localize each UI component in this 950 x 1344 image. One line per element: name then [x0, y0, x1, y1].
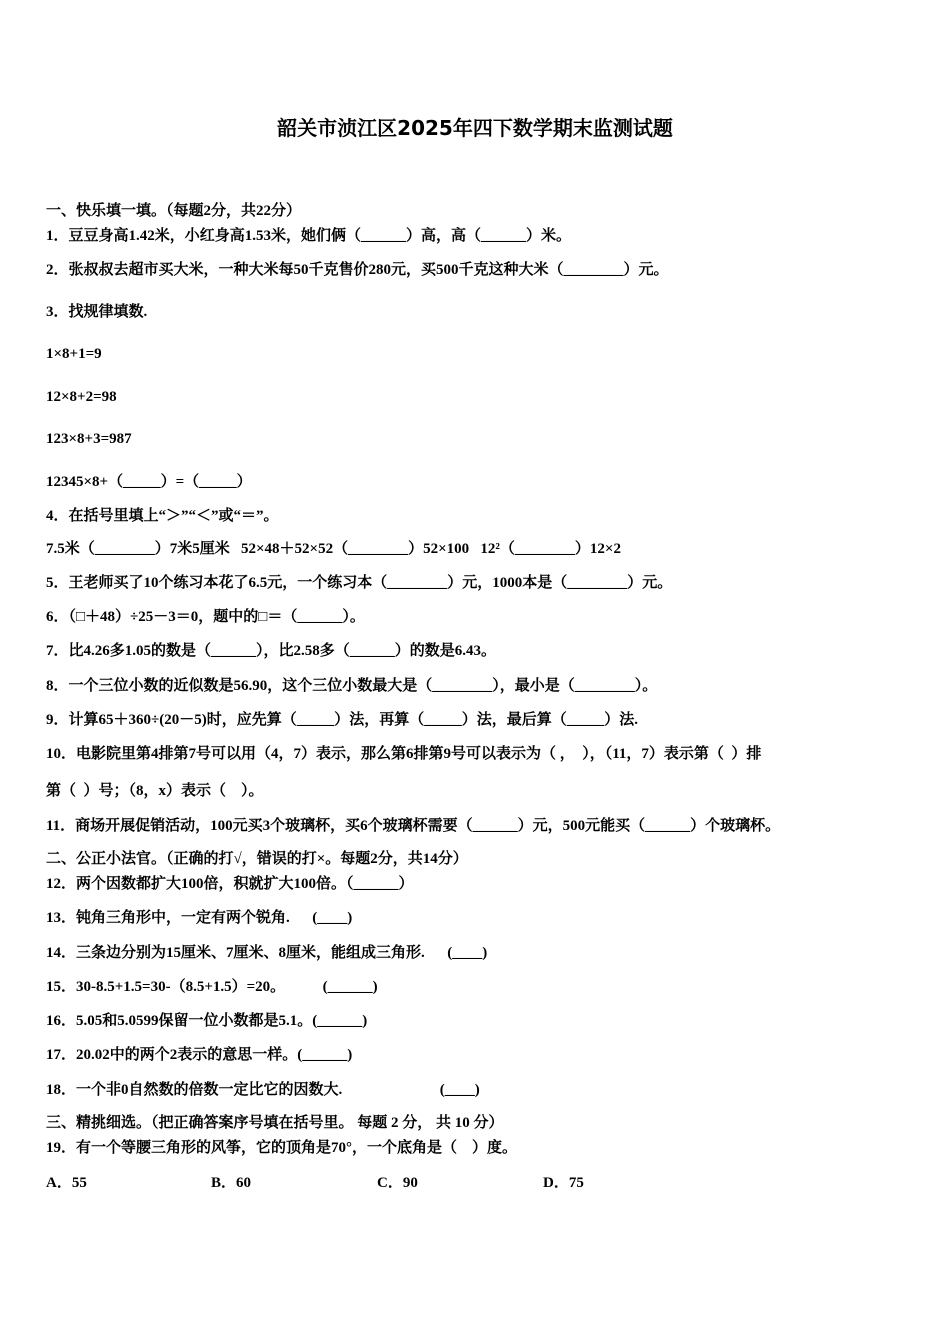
question-line: 9．计算65＋360÷(20－5)时，应先算（_____）法，再算（_____）法，最后算（_____）法. — [46, 712, 638, 728]
question-line: 123×8+3=987 — [46, 431, 132, 447]
question-line: 18．一个非0自然数的倍数一定比它的因数大. (____) — [46, 1082, 480, 1098]
question-line: 11．商场开展促销活动，100元买3个玻璃杯，买6个玻璃杯需要（______）元，500元能买（______）个玻璃杯。 — [46, 818, 781, 834]
question-line: 15．30-8.5+1.5=30-（8.5+1.5）=20。 (______) — [46, 979, 378, 995]
option-d: D．75 — [543, 1175, 584, 1191]
question-line: 3．找规律填数. — [46, 304, 148, 320]
question-line: 7．比4.26多1.05的数是（______），比2.58多（______）的数是6.43。 — [46, 643, 497, 659]
option-b: B．60 — [211, 1175, 252, 1191]
option-c: C．90 — [377, 1175, 418, 1191]
section-heading: 一、快乐填一填。（每题2分，共22分） — [46, 203, 302, 219]
question-line: 19．有一个等腰三角形的风筝，它的顶角是70°，一个底角是（ ）度。 — [46, 1140, 518, 1156]
question-line: 8．一个三位小数的近似数是56.90，这个三位小数最大是（________），最小是（________）。 — [46, 678, 658, 694]
question-line: 13．钝角三角形中，一定有两个锐角. (____) — [46, 910, 353, 926]
question-line: 1．豆豆身高1.42米，小红身高1.53米，她们俩（______）高，高（______）米。 — [46, 228, 572, 244]
question-line: 7.5米（________）7米5厘米 52×48＋52×52（________）52×100 12²（________）12×2 — [46, 541, 621, 557]
question-line: 12×8+2=98 — [46, 389, 117, 405]
question-line: 17．20.02中的两个2表示的意思一样。(______) — [46, 1047, 353, 1063]
section-heading: 二、公正小法官。（正确的打√，错误的打×。每题2分，共14分） — [46, 851, 468, 867]
question-line: 12345×8+（_____）=（_____） — [46, 474, 252, 490]
question-line: 4．在括号里填上“＞”“＜”或“＝”。 — [46, 508, 279, 524]
question-line: 2．张叔叔去超市买大米，一种大米每50千克售价280元，买500千克这种大米（________）元。 — [46, 262, 669, 278]
question-line: 第（ ）号；（8，x）表示（ ）。 — [46, 783, 264, 799]
page-title: 韶关市浈江区2025年四下数学期末监测试题 — [277, 116, 673, 140]
question-line: 1×8+1=9 — [46, 346, 102, 362]
question-line: 6．（□＋48）÷25－3＝0，题中的□＝（______）。 — [46, 609, 365, 625]
section-heading: 三、精挑细选。（把正确答案序号填在括号里。 每题 2 分， 共 10 分） — [46, 1115, 504, 1131]
question-line: 5．王老师买了10个练习本花了6.5元，一个练习本（________）元，1000本是（________）元。 — [46, 575, 673, 591]
question-line: 10．电影院里第4排第7号可以用（4，7）表示，那么第6排第9号可以表示为（ ， ），（11，7）表示第（ ）排 — [46, 746, 762, 762]
question-line: 14．三条边分别为15厘米、7厘米、8厘米，能组成三角形. (____) — [46, 945, 488, 961]
question-line: 12．两个因数都扩大100倍，积就扩大100倍。（______） — [46, 876, 414, 892]
option-a: A．55 — [46, 1175, 87, 1191]
question-line: 16．5.05和5.0599保留一位小数都是5.1。(______) — [46, 1013, 368, 1029]
